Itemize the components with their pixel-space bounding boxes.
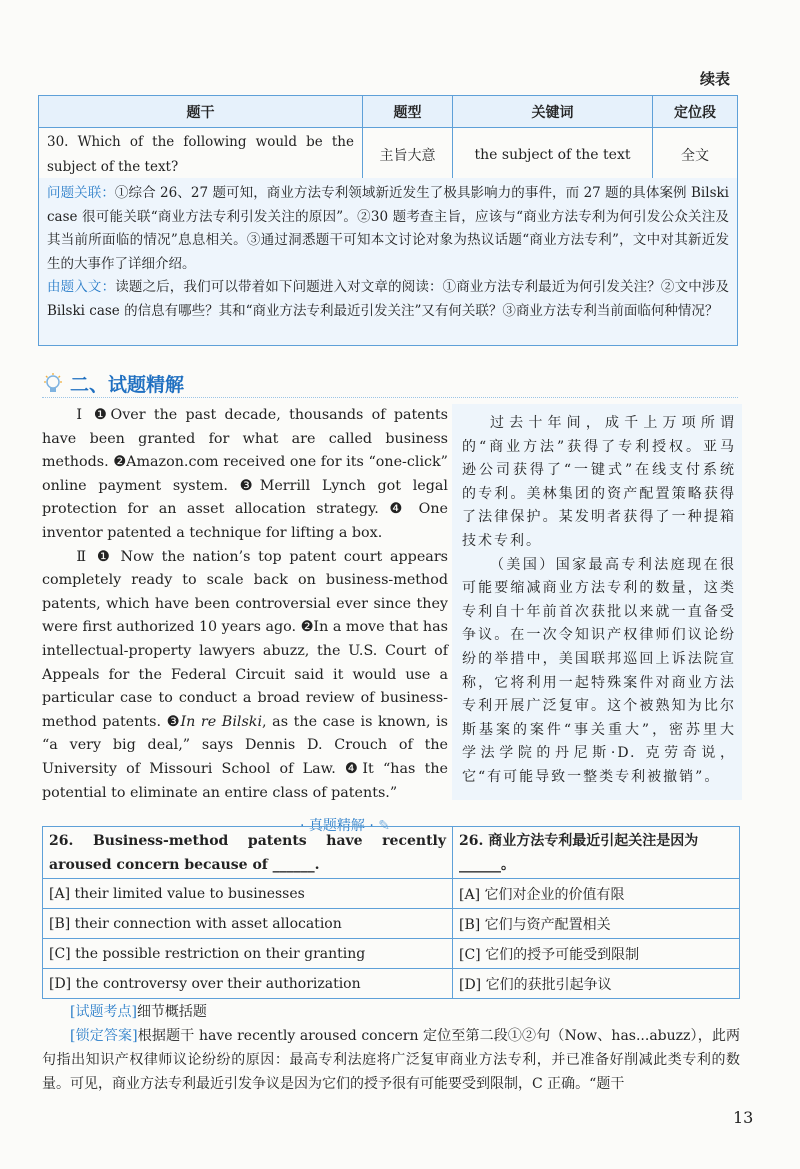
option-row — [43, 939, 740, 969]
option-c-en: [C] the possible restriction on their granting — [43, 939, 453, 969]
section-heading — [42, 370, 738, 398]
paragraph-2-part: Ⅱ ❶ Now the nation’s top patent court appears completely ready to scale back on business-method patents, which have been controversial ever since they were first authorized 10 years ago. ❷In a move that has intellectual-property lawyers abuzz, the U.S. Court of Appeals for the Federal Circuit said it would use a particular case to conduct a broad review of business-method patents. ❸ — [42, 548, 448, 730]
option-a-cn: [A] 它们对企业的价值有限 — [453, 879, 740, 909]
header-stem: 题干 — [39, 96, 363, 128]
paragraph-1: Ⅰ ❶Over the past decade, thousands of patents have been granted for what are called business methods. ❷Amazon.com received one for its “one-click” online payment system. ❸Merrill Lynch got legal protection for an asset allocation strategy. ❹ One inventor patented a technique for lifting a box. — [42, 407, 448, 541]
case-name: In re Bilski — [180, 713, 263, 730]
answer-analysis — [42, 1000, 740, 1096]
section-title: 二、试题精解 — [70, 374, 185, 396]
pen-icon: ✎ — [378, 818, 390, 834]
notes-box — [38, 178, 738, 346]
note-text: ①综合 26、27 题可知，商业方法专利领域新近发生了极具影响力的事件，而 27 题的具体案例 Bilski case 很可能关联“商业方法专利引发关注的原因”。②30 题考查主旨，应该与“商业方法专利为何引发公众关注及其当前所面临的情况”息息相关。③通过洞悉题干可知本文讨论对象为热议话题“商业方法专利”，文中对其新近发生的大事作了详细介绍。 — [47, 185, 729, 272]
question-30-type: 主旨大意 — [363, 128, 453, 183]
option-d-cn: [D] 它们的获批引起争议 — [453, 969, 740, 999]
option-d-en: [D] the controversy over their authorization — [43, 969, 453, 999]
chinese-translation — [452, 404, 742, 800]
note-label: 问题关联： — [47, 185, 115, 201]
test-point-text: 细节概括题 — [136, 1004, 207, 1020]
note-label: 由题入文： — [47, 279, 116, 295]
question-30-location: 全文 — [653, 128, 738, 183]
english-passage — [42, 404, 448, 805]
question-analysis-table — [38, 95, 738, 183]
subsection-title: · 真题精解 · — [300, 818, 374, 834]
question-30-stem: 30. Which of the following would be the subject of the text? — [39, 128, 363, 183]
option-row — [43, 909, 740, 939]
page-number: 13 — [733, 1108, 754, 1127]
option-row — [43, 879, 740, 909]
answer-text: 根据题干 have recently aroused concern 定位至第二段①②句（Now、has...abuzz），此两句指出知识产权律师议论纷纷的原因：最高专利法庭将广泛复审商业方法专利，并已准备好削减此类专利的数量。可见，商业方法专利最近引发争议是因为它们的授予很有可能要受到限制，C 正确。“题干 — [42, 1028, 740, 1092]
option-row — [43, 969, 740, 999]
option-b-en: [B] their connection with asset allocation — [43, 909, 453, 939]
test-point-label: [试题考点] — [70, 1004, 137, 1020]
question-30-keyword: the subject of the text — [453, 128, 653, 183]
question-26-table — [42, 826, 740, 999]
translation-paragraph-1: 过去十年间，成千上万项所谓的“商业方法”获得了专利授权。亚马逊公司获得了“一键式”在线支付系统的专利。美林集团的资产配置策略获得了法律保护。某发明者获得了一种提箱技术专利。 — [462, 415, 736, 549]
header-keyword: 关键词 — [453, 96, 653, 128]
header-type: 题型 — [363, 96, 453, 128]
lightbulb-icon — [42, 372, 64, 396]
continued-table-label: 续表 — [699, 70, 730, 88]
option-b-cn: [B] 它们与资产配置相关 — [453, 909, 740, 939]
note-text: 读题之后，我们可以带着如下问题进入对文章的阅读：①商业方法专利最近为何引发关注？②文中涉及 Bilski case 的信息有哪些？其和“商业方法专利最近引发关注”又有何关联？③商业方法专利当前面临何种情况？ — [47, 279, 730, 319]
question-26-stem-en: 26. Business-method patents have recently aroused concern because of ______. — [43, 827, 453, 879]
option-a-en: [A] their limited value to businesses — [43, 879, 453, 909]
paragraph-2-part: , as the case is known, is “a very big deal,” says Dennis D. Crouch of the University of Missouri School of Law. ❹It “has the potential to eliminate an entire class of patents.” — [42, 713, 449, 801]
header-location: 定位段 — [653, 96, 738, 128]
option-c-cn: [C] 它们的授予可能受到限制 — [453, 939, 740, 969]
answer-label: [锁定答案] — [70, 1028, 138, 1044]
question-26-stem-cn: 26. 商业方法专利最近引起关注是因为______。 — [453, 827, 740, 879]
translation-paragraph-2: （美国）国家最高专利法庭现在很可能要缩减商业方法专利的数量，这类专利自十年前首次获批以来就一直备受争议。在一次令知识产权律师们议论纷纷的举措中，美国联邦巡回上诉法院宣称，它将利用一起特殊案件对商业方法专利开展广泛复审。这个被熟知为比尔斯基案的案件“事关重大”，密苏里大学法学院的丹尼斯·D. 克劳奇说，它“有可能导致一整类专利被撤销”。 — [462, 556, 736, 785]
paragraph-2 — [42, 546, 448, 806]
